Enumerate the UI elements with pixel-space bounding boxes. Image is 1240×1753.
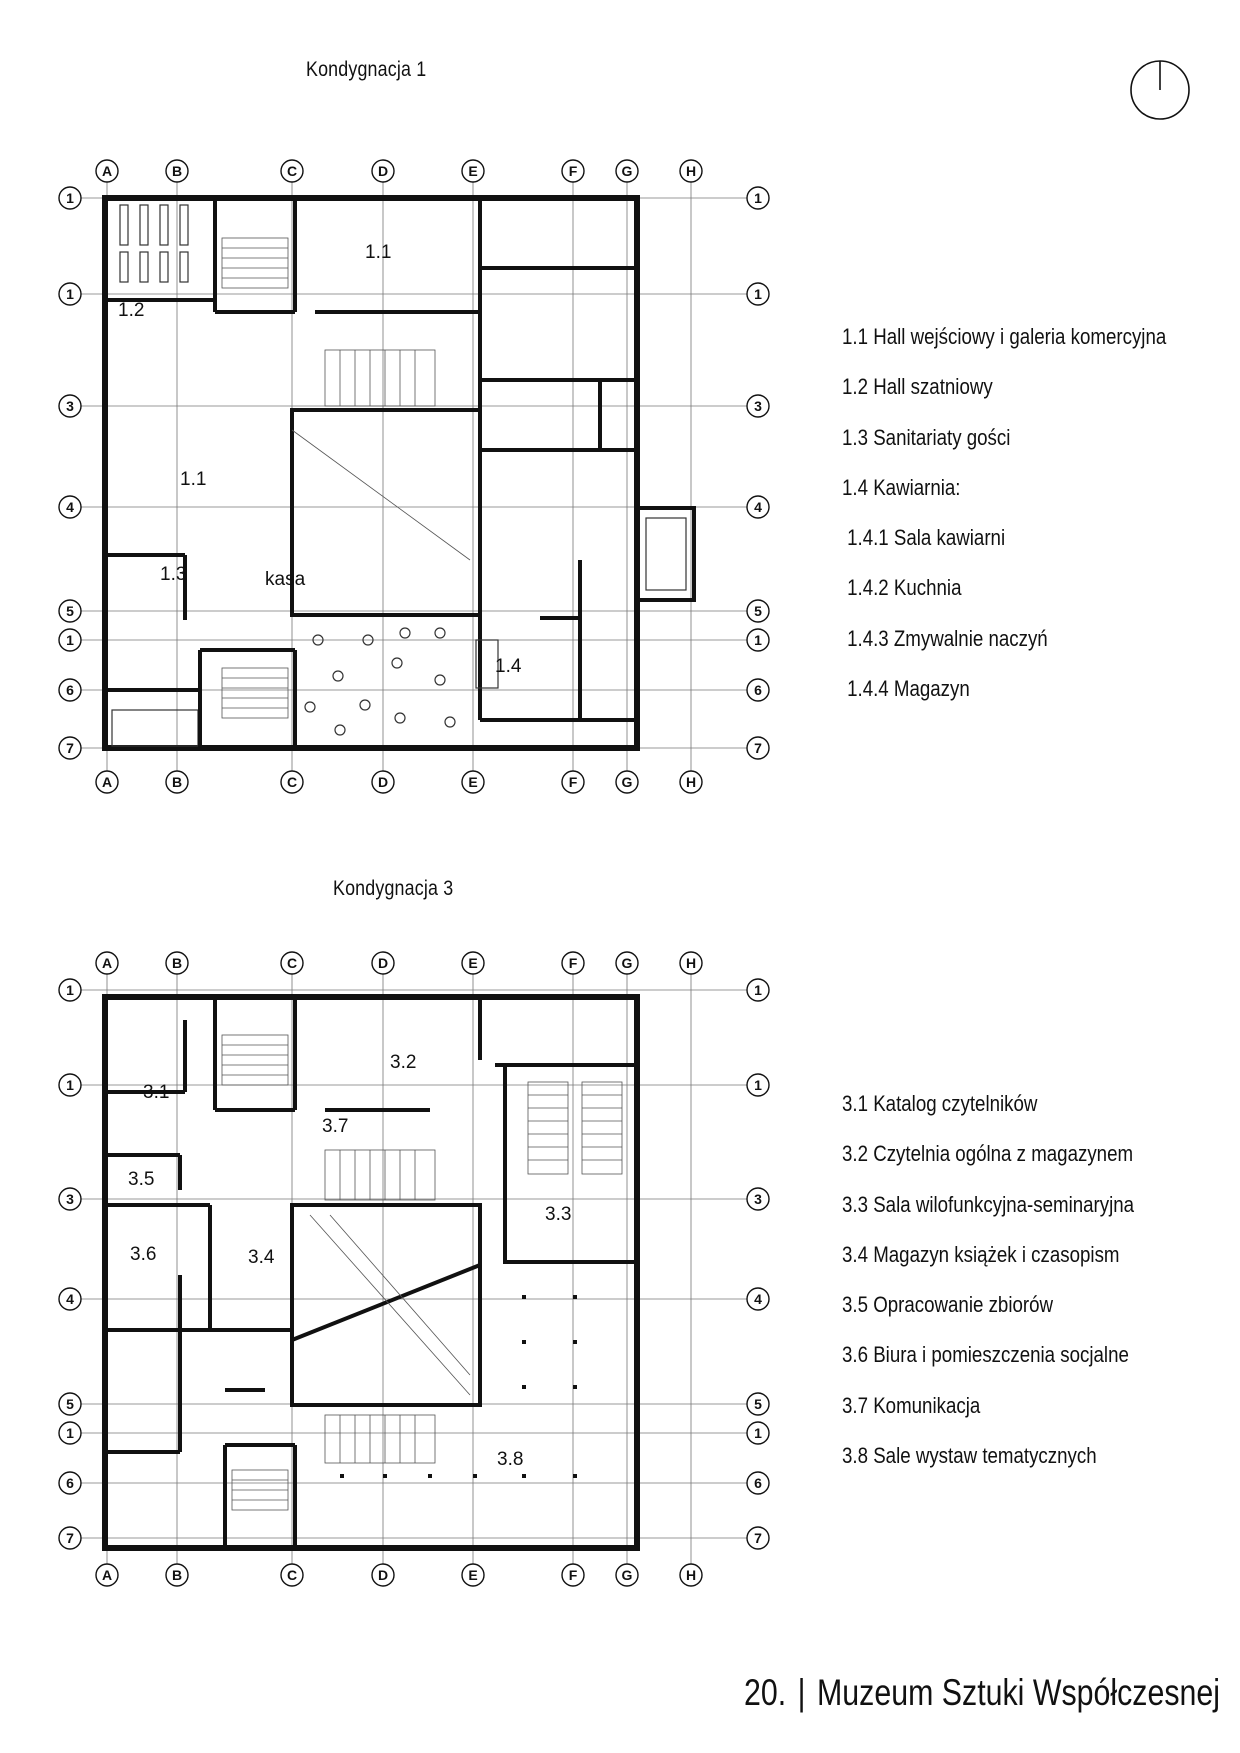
grid-row-label	[747, 979, 769, 1001]
room-label: 1.1	[365, 242, 392, 263]
grid-row-label	[59, 1188, 81, 1210]
interior-walls	[105, 997, 637, 1548]
grid-column-label	[166, 771, 188, 793]
svg-text:A: A	[101, 163, 113, 179]
room-label: 3.5	[128, 1169, 155, 1190]
svg-text:B: B	[171, 774, 183, 790]
svg-text:1: 1	[66, 190, 74, 206]
svg-text:7: 7	[754, 740, 762, 756]
svg-text:5: 5	[66, 603, 74, 619]
grid-row-label	[747, 1188, 769, 1210]
room-label: kasa	[265, 569, 306, 590]
svg-text:G: G	[621, 774, 633, 790]
grid-row-label	[747, 629, 769, 651]
grid-row-label	[59, 1527, 81, 1549]
grid-row-label	[747, 1288, 769, 1310]
room-label: 3.8	[497, 1449, 524, 1470]
grid-column-label	[562, 1564, 584, 1586]
svg-text:G: G	[621, 955, 633, 971]
legend-item: 1.4.2 Kuchnia	[847, 575, 962, 601]
grid-column-label	[166, 1564, 188, 1586]
room-label: 1.1	[180, 469, 207, 490]
grid-column-label	[166, 160, 188, 182]
grid-column-label	[562, 160, 584, 182]
legend-item: 3.6 Biura i pomieszczenia socjalne	[842, 1342, 1129, 1368]
svg-text:G: G	[621, 163, 633, 179]
svg-text:1: 1	[66, 1077, 74, 1093]
grid-row-label	[59, 679, 81, 701]
grid-column-label	[562, 952, 584, 974]
svg-text:6: 6	[754, 1475, 762, 1491]
grid-row-label	[747, 283, 769, 305]
grid-column-label	[372, 160, 394, 182]
grid-column-label	[96, 1564, 118, 1586]
room-label: 1.2	[118, 300, 145, 321]
grid-column-label	[680, 771, 702, 793]
svg-text:C: C	[286, 1567, 298, 1583]
grid-column-label	[281, 160, 303, 182]
svg-text:1: 1	[66, 632, 74, 648]
svg-text:1: 1	[754, 190, 762, 206]
document-title: Muzeum Sztuki Współczesnej	[817, 1672, 1221, 1713]
legend-item: 1.2 Hall szatniowy	[842, 374, 993, 400]
legend-item: 1.4.3 Zmywalnie naczyń	[847, 625, 1048, 651]
grid-column-label	[96, 952, 118, 974]
svg-text:7: 7	[66, 1530, 74, 1546]
legend-item: 1.4 Kawiarnia:	[842, 474, 961, 500]
grid-column-label	[462, 1564, 484, 1586]
grid-row-label	[59, 1393, 81, 1415]
car-outline	[646, 518, 686, 590]
svg-text:4: 4	[754, 499, 762, 515]
svg-text:D: D	[377, 774, 389, 790]
plan-3-title: Kondygnacja 3	[333, 877, 454, 900]
svg-text:3: 3	[66, 398, 74, 414]
svg-text:1: 1	[754, 1077, 762, 1093]
room-label: 1.4	[495, 656, 522, 677]
grid-row-label	[59, 1472, 81, 1494]
svg-text:H: H	[685, 774, 697, 790]
grid-row-label	[59, 283, 81, 305]
grid-row-label	[747, 1422, 769, 1444]
grid-row-label	[747, 187, 769, 209]
grid-column-label	[96, 771, 118, 793]
grid-column-label	[281, 1564, 303, 1586]
svg-text:1: 1	[754, 286, 762, 302]
floor-plan-3	[59, 952, 769, 1586]
legend-item: 3.8 Sale wystaw tematycznych	[842, 1443, 1097, 1469]
svg-text:7: 7	[754, 1530, 762, 1546]
grid-column-label	[372, 771, 394, 793]
room-label: 3.7	[322, 1116, 349, 1137]
grid-row-label	[747, 737, 769, 759]
svg-text:A: A	[101, 955, 113, 971]
grid-row-label	[747, 679, 769, 701]
room-label: 3.2	[390, 1052, 417, 1073]
legend-item: 3.3 Sala wilofunkcyjna-seminaryjna	[842, 1191, 1135, 1217]
svg-text:D: D	[377, 955, 389, 971]
grid-row-label	[59, 979, 81, 1001]
svg-text:H: H	[685, 955, 697, 971]
svg-text:3: 3	[754, 1191, 762, 1207]
grid-row-label	[747, 496, 769, 518]
legend-item: 3.2 Czytelnia ogólna z magazynem	[842, 1141, 1134, 1167]
svg-text:1: 1	[66, 982, 74, 998]
plan-1-title: Kondygnacja 1	[306, 58, 427, 81]
grid-column-label	[372, 952, 394, 974]
svg-text:6: 6	[66, 1475, 74, 1491]
grid-row-label	[59, 1422, 81, 1444]
grid-row-label	[747, 1472, 769, 1494]
svg-text:F: F	[568, 774, 578, 790]
svg-text:3: 3	[754, 398, 762, 414]
svg-text:F: F	[568, 1567, 578, 1583]
grid-row-label	[747, 1074, 769, 1096]
svg-text:7: 7	[66, 740, 74, 756]
grid-row-label	[59, 395, 81, 417]
exhibition-columns	[340, 1295, 577, 1478]
svg-text:5: 5	[754, 1396, 762, 1412]
svg-text:F: F	[568, 163, 578, 179]
page-number: 20.	[744, 1672, 787, 1713]
legend-item: 3.7 Komunikacja	[842, 1392, 981, 1418]
grid-column-label	[616, 952, 638, 974]
svg-text:6: 6	[754, 682, 762, 698]
atrium-void	[292, 1215, 480, 1395]
grid-row-label	[59, 629, 81, 651]
grid-row-label	[59, 187, 81, 209]
grid-lines	[59, 952, 769, 1586]
grid-column-label	[372, 1564, 394, 1586]
svg-text:5: 5	[754, 603, 762, 619]
grid-column-label	[680, 1564, 702, 1586]
grid-column-label	[96, 160, 118, 182]
grid-row-label	[747, 600, 769, 622]
legend-item: 1.1 Hall wejściowy i galeria komercyjna	[842, 324, 1167, 349]
legend-item: 1.3 Sanitariaty gości	[842, 424, 1011, 450]
grid-column-label	[462, 952, 484, 974]
room-label: 3.4	[248, 1247, 275, 1268]
north-arrow-icon	[1131, 61, 1189, 119]
svg-text:H: H	[685, 1567, 697, 1583]
grid-row-label	[59, 1288, 81, 1310]
svg-text:D: D	[377, 1567, 389, 1583]
svg-text:E: E	[468, 163, 478, 179]
room-label: 3.1	[143, 1082, 170, 1103]
svg-text:C: C	[286, 163, 298, 179]
legend-item: 3.4 Magazyn książek i czasopism	[842, 1241, 1120, 1267]
svg-text:4: 4	[66, 1291, 74, 1307]
grid-column-label	[680, 160, 702, 182]
room-labels	[118, 242, 522, 677]
svg-text:B: B	[171, 163, 183, 179]
grid-row-label	[59, 737, 81, 759]
cafe-tables	[305, 628, 498, 735]
cloakroom-racks	[120, 205, 188, 282]
svg-text:1: 1	[66, 1425, 74, 1441]
svg-text:C: C	[286, 955, 298, 971]
svg-text:D: D	[377, 163, 389, 179]
svg-text:1: 1	[66, 286, 74, 302]
svg-text:B: B	[171, 1567, 183, 1583]
legend-item: 3.1 Katalog czytelników	[842, 1091, 1038, 1116]
grid-row-label	[747, 1527, 769, 1549]
grid-row-label	[59, 496, 81, 518]
room-label: 1.3	[160, 564, 187, 585]
room-label: 3.6	[130, 1244, 157, 1265]
seminar-seating	[528, 1082, 622, 1174]
grid-column-label	[462, 771, 484, 793]
grid-column-label	[562, 771, 584, 793]
stairs	[222, 1035, 435, 1510]
svg-text:3: 3	[66, 1191, 74, 1207]
car-outline	[112, 710, 198, 746]
grid-row-label	[747, 395, 769, 417]
svg-text:H: H	[685, 163, 697, 179]
svg-text:F: F	[568, 955, 578, 971]
grid-column-label	[281, 952, 303, 974]
svg-text:4: 4	[66, 499, 74, 515]
grid-column-label	[680, 952, 702, 974]
svg-text:A: A	[101, 774, 113, 790]
svg-text:B: B	[171, 955, 183, 971]
svg-text:E: E	[468, 1567, 478, 1583]
svg-text:E: E	[468, 774, 478, 790]
legend-item: 3.5 Opracowanie zbiorów	[842, 1292, 1054, 1318]
svg-text:4: 4	[754, 1291, 762, 1307]
grid-column-label	[166, 952, 188, 974]
svg-text:1: 1	[754, 1425, 762, 1441]
svg-text:A: A	[101, 1567, 113, 1583]
legend-item: 1.4.4 Magazyn	[847, 676, 970, 702]
grid-column-label	[616, 1564, 638, 1586]
grid-column-label	[281, 771, 303, 793]
svg-text:6: 6	[66, 682, 74, 698]
grid-row-label	[59, 1074, 81, 1096]
legend-item: 1.4.1 Sala kawiarni	[847, 525, 1006, 551]
svg-text:E: E	[468, 955, 478, 971]
grid-column-label	[616, 160, 638, 182]
grid-lines	[59, 160, 769, 793]
svg-text:C: C	[286, 774, 298, 790]
svg-text:1: 1	[754, 982, 762, 998]
room-label: 3.3	[545, 1204, 572, 1225]
svg-text:1: 1	[754, 632, 762, 648]
grid-row-label	[747, 1393, 769, 1415]
floor-plan-1	[59, 160, 769, 793]
grid-column-label	[462, 160, 484, 182]
grid-column-label	[616, 771, 638, 793]
grid-row-label	[59, 600, 81, 622]
svg-text:G: G	[621, 1567, 633, 1583]
svg-text:5: 5	[66, 1396, 74, 1412]
footer-separator: |	[797, 1672, 806, 1713]
